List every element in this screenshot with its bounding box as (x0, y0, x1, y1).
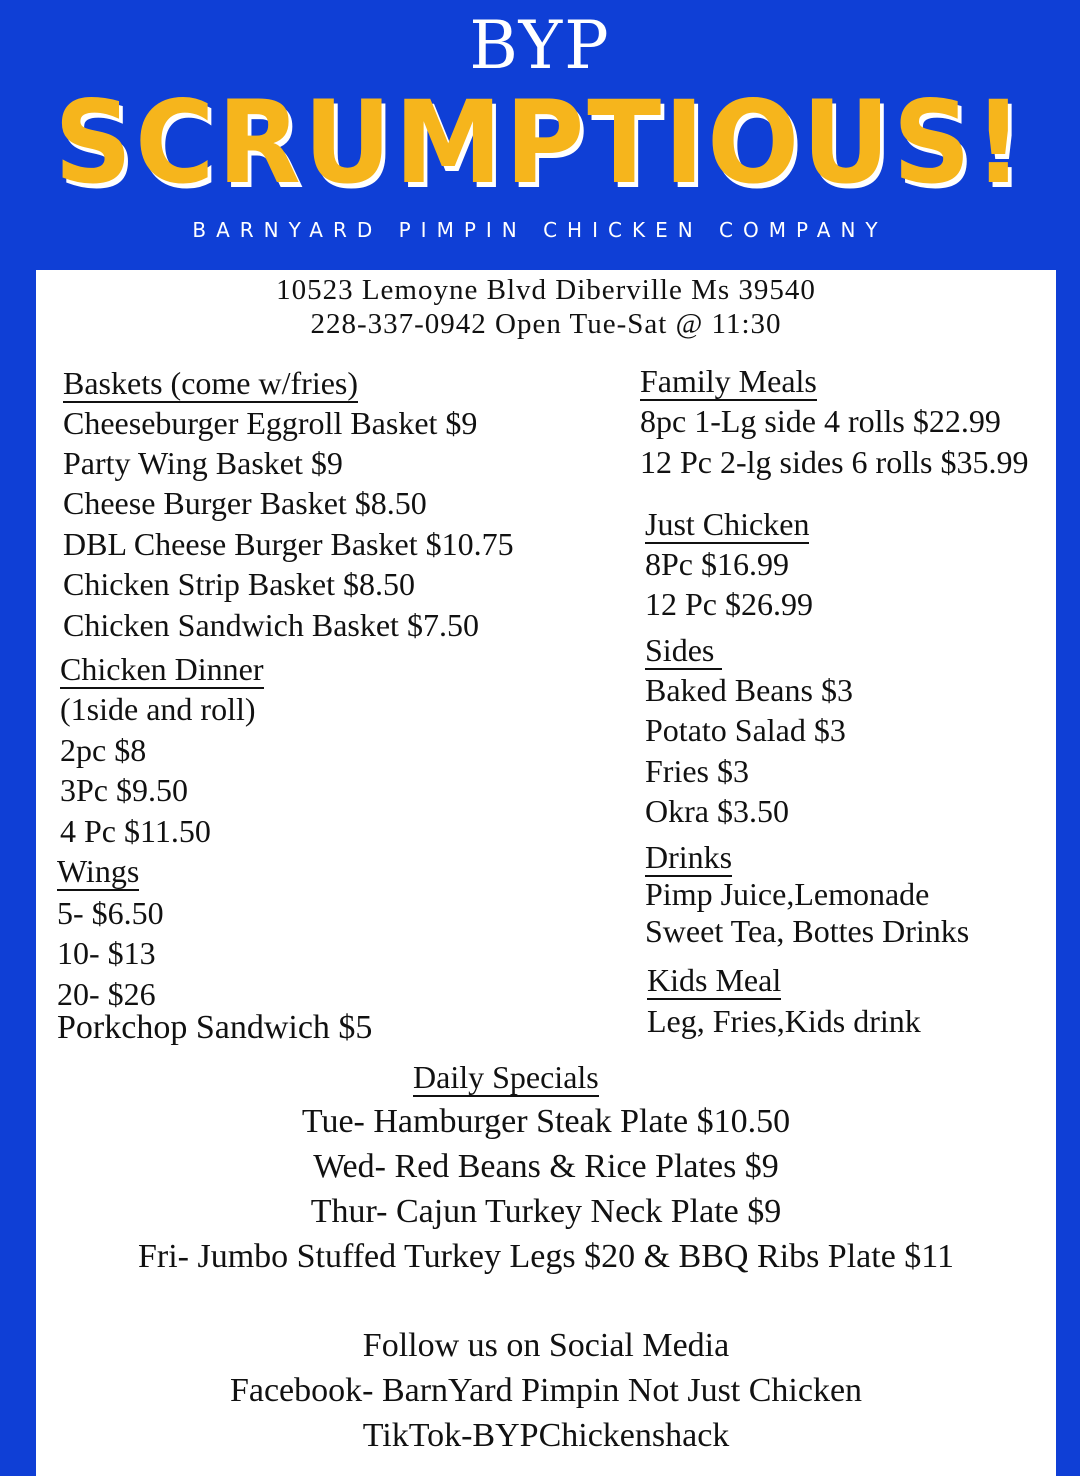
menu-item: 8pc 1-Lg side 4 rolls $22.99 (640, 403, 1001, 439)
menu-item: 5- $6.50 (57, 895, 164, 931)
menu-item: 3Pc $9.50 (60, 772, 188, 808)
menu-item: Baked Beans $3 (645, 672, 853, 708)
just-chicken-heading: Just Chicken (645, 506, 810, 542)
special-item: Wed- Red Beans & Rice Plates $9 (313, 1148, 779, 1185)
wings-heading: Wings (57, 853, 140, 889)
special-item: Fri- Jumbo Stuffed Turkey Legs $20 & BBQ Ribs Plate $11 (137, 1238, 955, 1275)
menu-item: 12 Pc $26.99 (645, 586, 813, 622)
logo-top-text: BYP (469, 7, 611, 84)
menu-item: Sweet Tea, Bottes Drinks (645, 913, 970, 949)
menu-item: (1side and roll) (60, 691, 256, 727)
menu-item: Cheese Burger Basket $8.50 (63, 485, 427, 521)
company-tagline: BARNYARD PIMPIN CHICKEN COMPANY (192, 218, 888, 242)
menu-item: Leg, Fries,Kids drink (647, 1003, 921, 1039)
menu-item: Pimp Juice,Lemonade (645, 876, 930, 912)
daily-specials-heading: Daily Specials (413, 1059, 599, 1095)
social-heading: Follow us on Social Media (362, 1327, 730, 1364)
menu-item: 12 Pc 2-lg sides 6 rolls $35.99 (640, 444, 1029, 480)
menu-item: 8Pc $16.99 (645, 546, 789, 582)
menu-item: Chicken Sandwich Basket $7.50 (63, 607, 479, 643)
baskets-heading: Baskets (come w/fries) (63, 365, 359, 401)
tiktok-line: TikTok-BYPChickenshack (362, 1417, 730, 1454)
menu-item: DBL Cheese Burger Basket $10.75 (63, 526, 514, 562)
kids-meal-heading: Kids Meal (647, 962, 782, 998)
menu-item: Chicken Strip Basket $8.50 (63, 566, 415, 602)
sides-heading: Sides (645, 633, 722, 670)
special-item: Thur- Cajun Turkey Neck Plate $9 (310, 1193, 782, 1230)
address: 10523 Lemoyne Blvd Diberville Ms 39540 (276, 274, 816, 306)
menu-item: Potato Salad $3 (645, 712, 846, 748)
drinks-heading: Drinks (645, 839, 733, 875)
menu-item: 2pc $8 (60, 732, 147, 768)
menu-panel (36, 270, 1056, 1476)
family-meals-heading: Family Meals (640, 363, 817, 399)
menu-item-porkchop: Porkchop Sandwich $5 (57, 1009, 373, 1046)
menu-item: Party Wing Basket $9 (63, 445, 343, 481)
phone-hours: 228-337-0942 Open Tue-Sat @ 11:30 (310, 308, 782, 340)
menu-item: 20- $26 (57, 976, 156, 1012)
menu-item: Fries $3 (645, 753, 749, 789)
menu-item: 4 Pc $11.50 (60, 813, 211, 849)
special-item: Tue- Hamburger Steak Plate $10.50 (301, 1103, 791, 1140)
menu-item: Okra $3.50 (645, 793, 789, 829)
chicken-dinner-heading: Chicken Dinner (60, 651, 264, 687)
menu-header (0, 0, 1080, 270)
logo-main-text: SCRUMPTIOUS! (54, 76, 1026, 209)
menu-item: Cheeseburger Eggroll Basket $9 (63, 405, 478, 441)
facebook-line: Facebook- BarnYard Pimpin Not Just Chicken (229, 1372, 863, 1409)
menu-item: 10- $13 (57, 935, 156, 971)
